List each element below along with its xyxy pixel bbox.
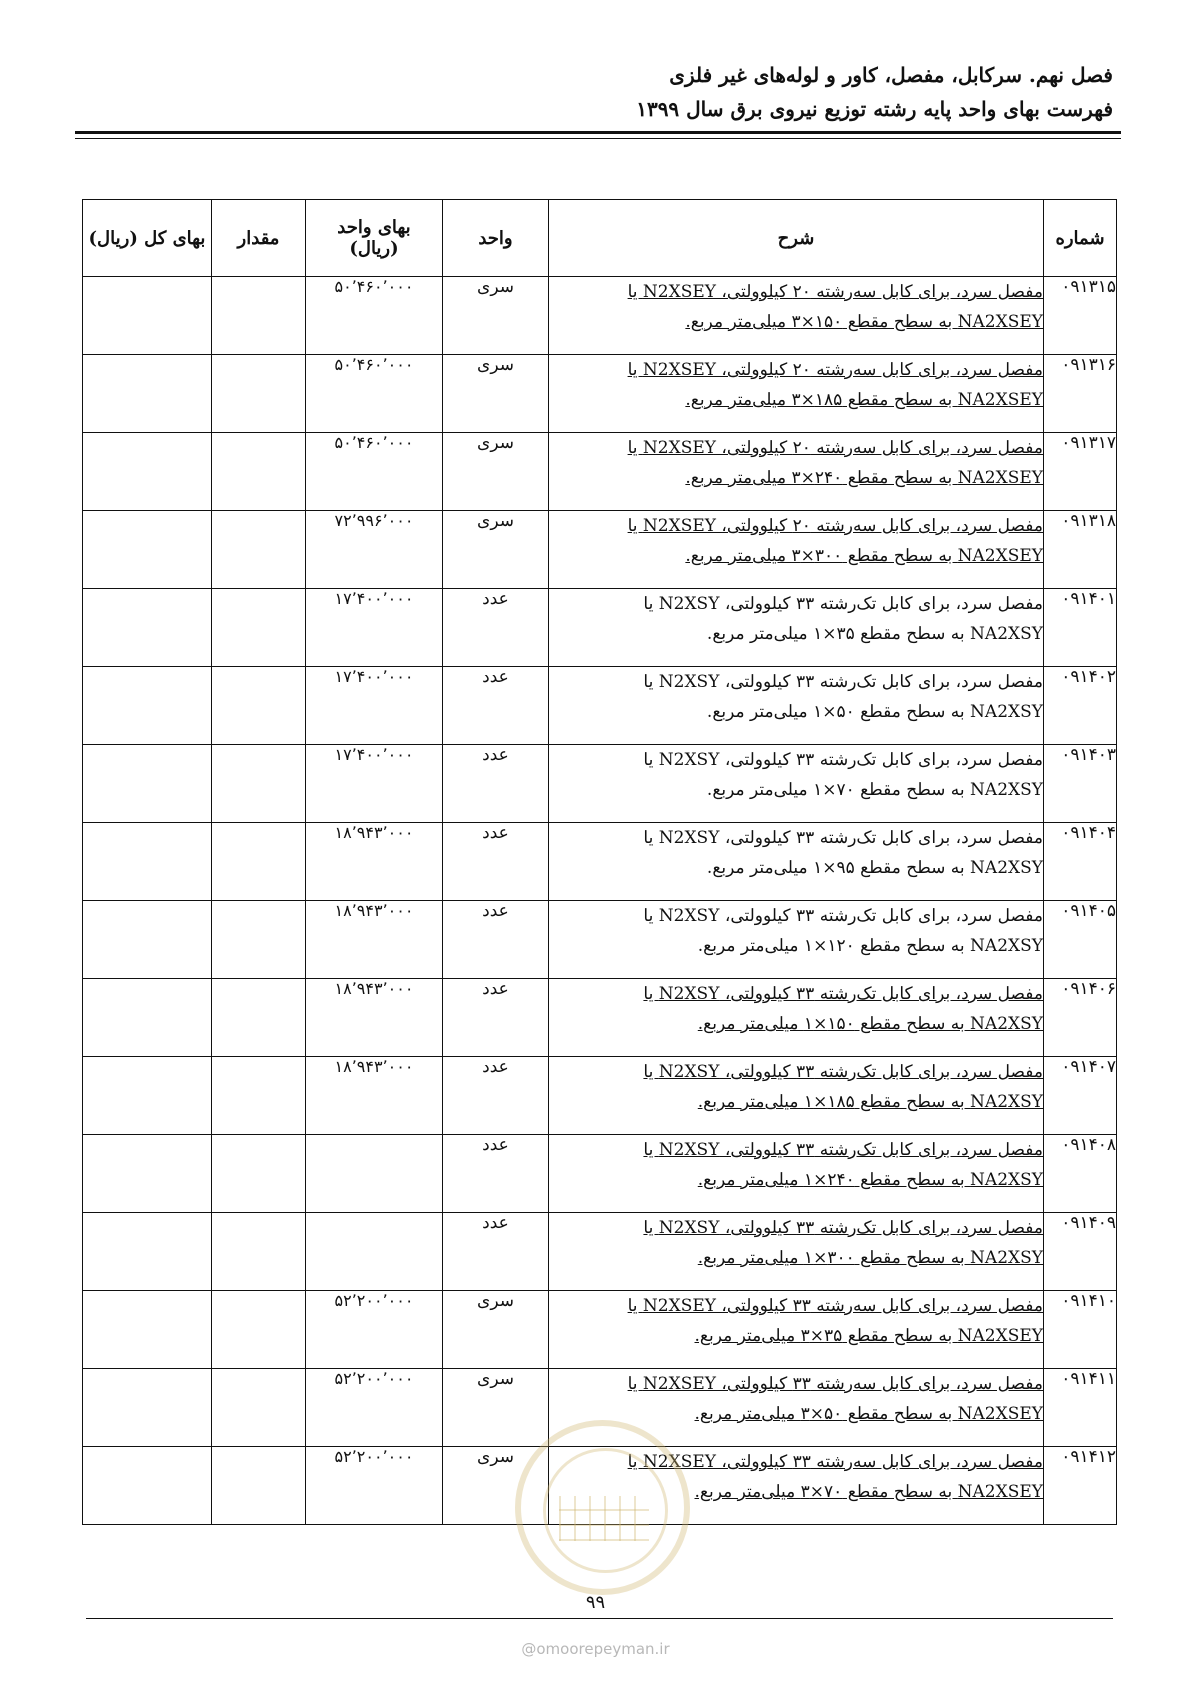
item-total — [83, 745, 212, 823]
item-number: ۰۹۱۴۰۷ — [1044, 1057, 1117, 1135]
item-description-line1: مفصل سرد، برای کابل سه‌رشته ۲۰ کیلوولتی، N2XSEY یا — [627, 282, 1043, 302]
item-description-line1: مفصل سرد، برای کابل تک‌رشته ۳۳ کیلوولتی، N2XSY یا — [643, 1218, 1043, 1238]
header-unit-price — [306, 200, 443, 277]
item-total — [83, 901, 212, 979]
item-quantity — [212, 1135, 306, 1213]
item-description-line2: NA2XSEY به سطح مقطع ۷۰×۳ میلی‌متر مربع. — [694, 1482, 1043, 1502]
header-number: شماره — [1044, 200, 1117, 277]
item-unit: سری — [443, 277, 549, 355]
header-rule-thick — [75, 131, 1121, 134]
item-unit: عدد — [443, 1135, 549, 1213]
item-description — [549, 823, 1044, 901]
item-unit-price: ۱۷٬۴۰۰٬۰۰۰ — [306, 745, 443, 823]
footer-rule — [86, 1618, 1113, 1619]
item-unit-price: ۵۲٬۲۰۰٬۰۰۰ — [306, 1447, 443, 1525]
item-description-line2: NA2XSY به سطح مقطع ۳۰۰×۱ میلی‌متر مربع. — [697, 1248, 1043, 1268]
price-table — [82, 199, 1117, 1525]
item-quantity — [212, 745, 306, 823]
table-header-row — [83, 200, 1117, 277]
table-row — [83, 589, 1117, 667]
item-number: ۰۹۱۳۱۶ — [1044, 355, 1117, 433]
item-description-line1: مفصل سرد، برای کابل سه‌رشته ۲۰ کیلوولتی، N2XSEY یا — [627, 360, 1043, 380]
item-description-line1: مفصل سرد، برای کابل تک‌رشته ۳۳ کیلوولتی، N2XSY یا — [643, 672, 1043, 692]
item-unit-price: ۱۸٬۹۴۳٬۰۰۰ — [306, 979, 443, 1057]
item-unit-price: ۷۲٬۹۹۶٬۰۰۰ — [306, 511, 443, 589]
item-total — [83, 823, 212, 901]
item-unit: عدد — [443, 745, 549, 823]
item-number: ۰۹۱۴۰۵ — [1044, 901, 1117, 979]
item-unit-price: ۱۸٬۹۴۳٬۰۰۰ — [306, 1057, 443, 1135]
header-total: بهای کل (ریال) — [83, 200, 212, 277]
item-description-line2: NA2XSY به سطح مقطع ۵۰×۱ میلی‌متر مربع. — [706, 702, 1043, 722]
item-description-line1: مفصل سرد، برای کابل تک‌رشته ۳۳ کیلوولتی، N2XSY یا — [643, 1062, 1043, 1082]
item-quantity — [212, 355, 306, 433]
item-unit-price — [306, 1135, 443, 1213]
page-header — [73, 58, 1113, 126]
item-number: ۰۹۱۳۱۵ — [1044, 277, 1117, 355]
table-row — [83, 1057, 1117, 1135]
watermark-seal — [515, 1420, 690, 1595]
item-quantity — [212, 1291, 306, 1369]
item-description — [549, 1291, 1044, 1369]
header-quantity: مقدار — [212, 200, 306, 277]
item-description-line2: NA2XSY به سطح مقطع ۱۸۵×۱ میلی‌متر مربع. — [697, 1092, 1043, 1112]
item-description — [549, 979, 1044, 1057]
item-unit: عدد — [443, 901, 549, 979]
item-total — [83, 355, 212, 433]
item-total — [83, 511, 212, 589]
item-unit: عدد — [443, 589, 549, 667]
item-description-line1: مفصل سرد، برای کابل تک‌رشته ۳۳ کیلوولتی، N2XSY یا — [643, 1140, 1043, 1160]
table-row — [83, 901, 1117, 979]
item-description-line2: NA2XSEY به سطح مقطع ۱۸۵×۳ میلی‌متر مربع. — [685, 390, 1043, 410]
item-number: ۰۹۱۳۱۷ — [1044, 433, 1117, 511]
item-description-line2: NA2XSY به سطح مقطع ۱۲۰×۱ میلی‌متر مربع. — [697, 936, 1043, 956]
table-row — [83, 979, 1117, 1057]
item-number: ۰۹۱۴۰۶ — [1044, 979, 1117, 1057]
item-quantity — [212, 277, 306, 355]
item-description-line2: NA2XSEY به سطح مقطع ۲۴۰×۳ میلی‌متر مربع. — [685, 468, 1043, 488]
item-description-line1: مفصل سرد، برای کابل تک‌رشته ۳۳ کیلوولتی، N2XSY یا — [643, 750, 1043, 770]
item-unit-price: ۵۲٬۲۰۰٬۰۰۰ — [306, 1291, 443, 1369]
item-quantity — [212, 1369, 306, 1447]
table-row — [83, 745, 1117, 823]
item-description-line2: NA2XSEY به سطح مقطع ۳۰۰×۳ میلی‌متر مربع. — [685, 546, 1043, 566]
item-quantity — [212, 667, 306, 745]
item-total — [83, 1057, 212, 1135]
item-quantity — [212, 511, 306, 589]
item-description — [549, 355, 1044, 433]
item-description-line1: مفصل سرد، برای کابل تک‌رشته ۳۳ کیلوولتی، N2XSY یا — [643, 828, 1043, 848]
item-description-line1: مفصل سرد، برای کابل تک‌رشته ۳۳ کیلوولتی، N2XSY یا — [643, 906, 1043, 926]
item-unit: عدد — [443, 667, 549, 745]
page-number: ۹۹ — [585, 1592, 606, 1613]
item-description-line2: NA2XSEY به سطح مقطع ۱۵۰×۳ میلی‌متر مربع. — [685, 312, 1043, 332]
item-description — [549, 1213, 1044, 1291]
item-unit: سری — [443, 1369, 549, 1447]
table-row — [83, 355, 1117, 433]
item-unit-price: ۵۰٬۴۶۰٬۰۰۰ — [306, 277, 443, 355]
header-unit: واحد — [443, 200, 549, 277]
item-total — [83, 589, 212, 667]
item-number: ۰۹۱۴۰۳ — [1044, 745, 1117, 823]
item-unit-price: ۱۷٬۴۰۰٬۰۰۰ — [306, 589, 443, 667]
header-unit-price-line2: (ریال) — [349, 238, 399, 259]
item-unit: عدد — [443, 823, 549, 901]
item-quantity — [212, 589, 306, 667]
item-quantity — [212, 1213, 306, 1291]
item-description — [549, 433, 1044, 511]
table-row — [83, 1291, 1117, 1369]
item-quantity — [212, 979, 306, 1057]
table-row — [83, 433, 1117, 511]
document-title: فهرست بهای واحد پایه رشته توزیع نیروی برق سال ۱۳۹۹ — [636, 97, 1113, 121]
item-description-line1: مفصل سرد، برای کابل سه‌رشته ۳۳ کیلوولتی، N2XSEY یا — [627, 1296, 1043, 1316]
item-unit: عدد — [443, 1213, 549, 1291]
watermark-text: @omoorepeyman.ir — [521, 1640, 670, 1658]
item-description-line1: مفصل سرد، برای کابل سه‌رشته ۲۰ کیلوولتی، N2XSEY یا — [627, 438, 1043, 458]
item-unit-price: ۱۸٬۹۴۳٬۰۰۰ — [306, 823, 443, 901]
item-unit-price: ۱۸٬۹۴۳٬۰۰۰ — [306, 901, 443, 979]
item-description-line1: مفصل سرد، برای کابل سه‌رشته ۲۰ کیلوولتی، N2XSEY یا — [627, 516, 1043, 536]
item-total — [83, 1291, 212, 1369]
item-total — [83, 1447, 212, 1525]
table-row — [83, 667, 1117, 745]
item-unit-price: ۵۲٬۲۰۰٬۰۰۰ — [306, 1369, 443, 1447]
item-unit-price: ۱۷٬۴۰۰٬۰۰۰ — [306, 667, 443, 745]
item-description — [549, 745, 1044, 823]
item-number: ۰۹۱۴۱۲ — [1044, 1447, 1117, 1525]
item-description-line1: مفصل سرد، برای کابل تک‌رشته ۳۳ کیلوولتی، N2XSY یا — [643, 594, 1043, 614]
item-description — [549, 901, 1044, 979]
item-description-line2: NA2XSY به سطح مقطع ۳۵×۱ میلی‌متر مربع. — [706, 624, 1043, 644]
item-number: ۰۹۱۴۰۸ — [1044, 1135, 1117, 1213]
item-number: ۰۹۱۴۱۰ — [1044, 1291, 1117, 1369]
item-unit: سری — [443, 511, 549, 589]
item-description-line1: مفصل سرد، برای کابل سه‌رشته ۳۳ کیلوولتی، N2XSEY یا — [627, 1452, 1043, 1472]
item-quantity — [212, 1447, 306, 1525]
item-description-line2: NA2XSEY به سطح مقطع ۵۰×۳ میلی‌متر مربع. — [694, 1404, 1043, 1424]
item-description — [549, 1135, 1044, 1213]
item-unit: عدد — [443, 1057, 549, 1135]
item-number: ۰۹۱۳۱۸ — [1044, 511, 1117, 589]
table-row — [83, 1135, 1117, 1213]
item-description — [549, 277, 1044, 355]
item-unit: سری — [443, 433, 549, 511]
table-row — [83, 511, 1117, 589]
item-unit: عدد — [443, 979, 549, 1057]
item-total — [83, 1135, 212, 1213]
item-unit: سری — [443, 1291, 549, 1369]
item-quantity — [212, 823, 306, 901]
item-quantity — [212, 1057, 306, 1135]
item-description — [549, 667, 1044, 745]
item-number: ۰۹۱۴۰۹ — [1044, 1213, 1117, 1291]
item-total — [83, 433, 212, 511]
item-unit-price: ۵۰٬۴۶۰٬۰۰۰ — [306, 355, 443, 433]
item-description-line1: مفصل سرد، برای کابل سه‌رشته ۳۳ کیلوولتی، N2XSEY یا — [627, 1374, 1043, 1394]
item-description — [549, 511, 1044, 589]
item-number: ۰۹۱۴۰۴ — [1044, 823, 1117, 901]
item-description-line2: NA2XSY به سطح مقطع ۷۰×۱ میلی‌متر مربع. — [706, 780, 1043, 800]
item-total — [83, 1369, 212, 1447]
chapter-title: فصل نهم. سرکابل، مفصل، کاور و لوله‌های غیر فلزی — [669, 63, 1113, 87]
item-description — [549, 589, 1044, 667]
item-unit: سری — [443, 1447, 549, 1525]
item-total — [83, 277, 212, 355]
item-number: ۰۹۱۴۰۲ — [1044, 667, 1117, 745]
item-number: ۰۹۱۴۱۱ — [1044, 1369, 1117, 1447]
item-description-line2: NA2XSEY به سطح مقطع ۳۵×۳ میلی‌متر مربع. — [694, 1326, 1043, 1346]
item-quantity — [212, 901, 306, 979]
item-description-line2: NA2XSY به سطح مقطع ۹۵×۱ میلی‌متر مربع. — [706, 858, 1043, 878]
item-description-line2: NA2XSY به سطح مقطع ۱۵۰×۱ میلی‌متر مربع. — [697, 1014, 1043, 1034]
item-description-line2: NA2XSY به سطح مقطع ۲۴۰×۱ میلی‌متر مربع. — [697, 1170, 1043, 1190]
table-row — [83, 1213, 1117, 1291]
item-number: ۰۹۱۴۰۱ — [1044, 589, 1117, 667]
watermark-seal-grid — [559, 1496, 649, 1541]
item-unit-price: ۵۰٬۴۶۰٬۰۰۰ — [306, 433, 443, 511]
item-total — [83, 1213, 212, 1291]
table-row — [83, 823, 1117, 901]
item-description — [549, 1057, 1044, 1135]
header-rule-thin — [75, 138, 1121, 139]
table-row — [83, 277, 1117, 355]
header-unit-price-line1: بهای واحد — [337, 217, 411, 238]
item-unit: سری — [443, 355, 549, 433]
item-unit-price — [306, 1213, 443, 1291]
item-description-line1: مفصل سرد، برای کابل تک‌رشته ۳۳ کیلوولتی، N2XSY یا — [643, 984, 1043, 1004]
item-quantity — [212, 433, 306, 511]
header-description: شرح — [549, 200, 1044, 277]
item-total — [83, 667, 212, 745]
item-total — [83, 979, 212, 1057]
